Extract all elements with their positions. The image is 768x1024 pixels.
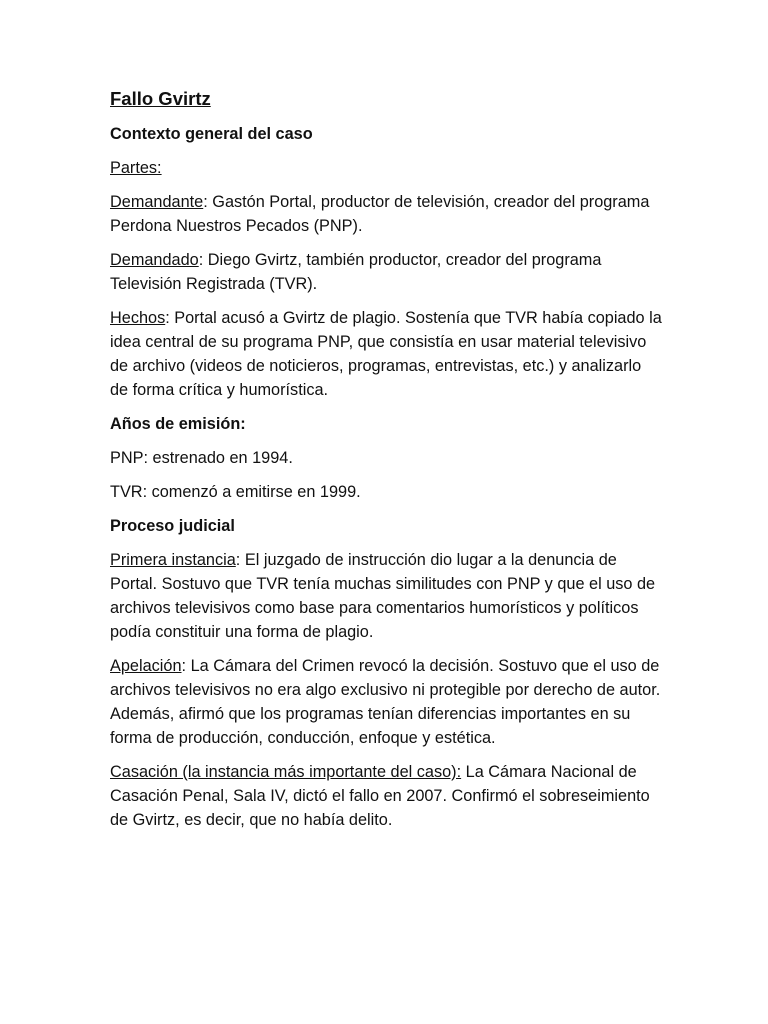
demandante-text: : Gastón Portal, productor de televisión, creador del programa Perdona Nuestros Pecados (PNP). [110, 193, 650, 235]
apelacion-label: Apelación [110, 657, 182, 675]
partes-label [110, 156, 662, 180]
document-page [110, 86, 662, 842]
partes-label-text: Partes: [110, 159, 162, 177]
demandado-label: Demandado [110, 251, 199, 269]
section-heading-context: Contexto general del caso [110, 125, 313, 143]
casacion-text: La Cámara Nacional de Casación Penal, Sala IV, dictó el fallo en 2007. Confirmó el sobreseimiento de Gvirtz, es decir, que no había delito. [110, 763, 650, 829]
pnp-year-text: PNP: estrenado en 1994. [110, 449, 293, 467]
apelacion-text: : La Cámara del Crimen revocó la decisión. Sostuvo que el uso de archivos televisivos no era algo exclusivo ni protegible por derecho de autor. Además, afirmó que los programas tenían diferencias importantes en su forma de producción, conducción, enfoque y estética. [110, 657, 661, 747]
paragraph-apelacion [110, 654, 662, 750]
demandante-label: Demandante [110, 193, 204, 211]
paragraph-demandante [110, 190, 662, 238]
casacion-label: Casación (la instancia más importante del caso): [110, 763, 462, 781]
document-title: Fallo Gvirtz [110, 88, 211, 109]
primera-instancia-text: : El juzgado de instrucción dio lugar a la denuncia de Portal. Sostuvo que TVR tenía muchas similitudes con PNP y que el uso de archivos televisivos como base para comentarios humorísticos y políticos podía constituir una forma de plagio. [110, 551, 656, 641]
demandado-text: : Diego Gvirtz, también productor, creador del programa Televisión Registrada (TVR). [110, 251, 602, 293]
section-heading-years: Años de emisión: [110, 415, 246, 433]
section-heading-process: Proceso judicial [110, 517, 235, 535]
hechos-text: : Portal acusó a Gvirtz de plagio. Sostenía que TVR había copiado la idea central de su programa PNP, que consistía en usar material televisivo de archivo (videos de noticieros, programas, entrevistas, etc.) y analizarlo de forma crítica y humorística. [110, 309, 662, 399]
tvr-year-text: TVR: comenzó a emitirse en 1999. [110, 483, 361, 501]
hechos-label: Hechos [110, 309, 166, 327]
paragraph-casacion [110, 760, 662, 832]
paragraph-demandado [110, 248, 662, 296]
primera-instancia-label: Primera instancia [110, 551, 236, 569]
paragraph-hechos [110, 306, 662, 402]
paragraph-primera-instancia [110, 548, 662, 644]
